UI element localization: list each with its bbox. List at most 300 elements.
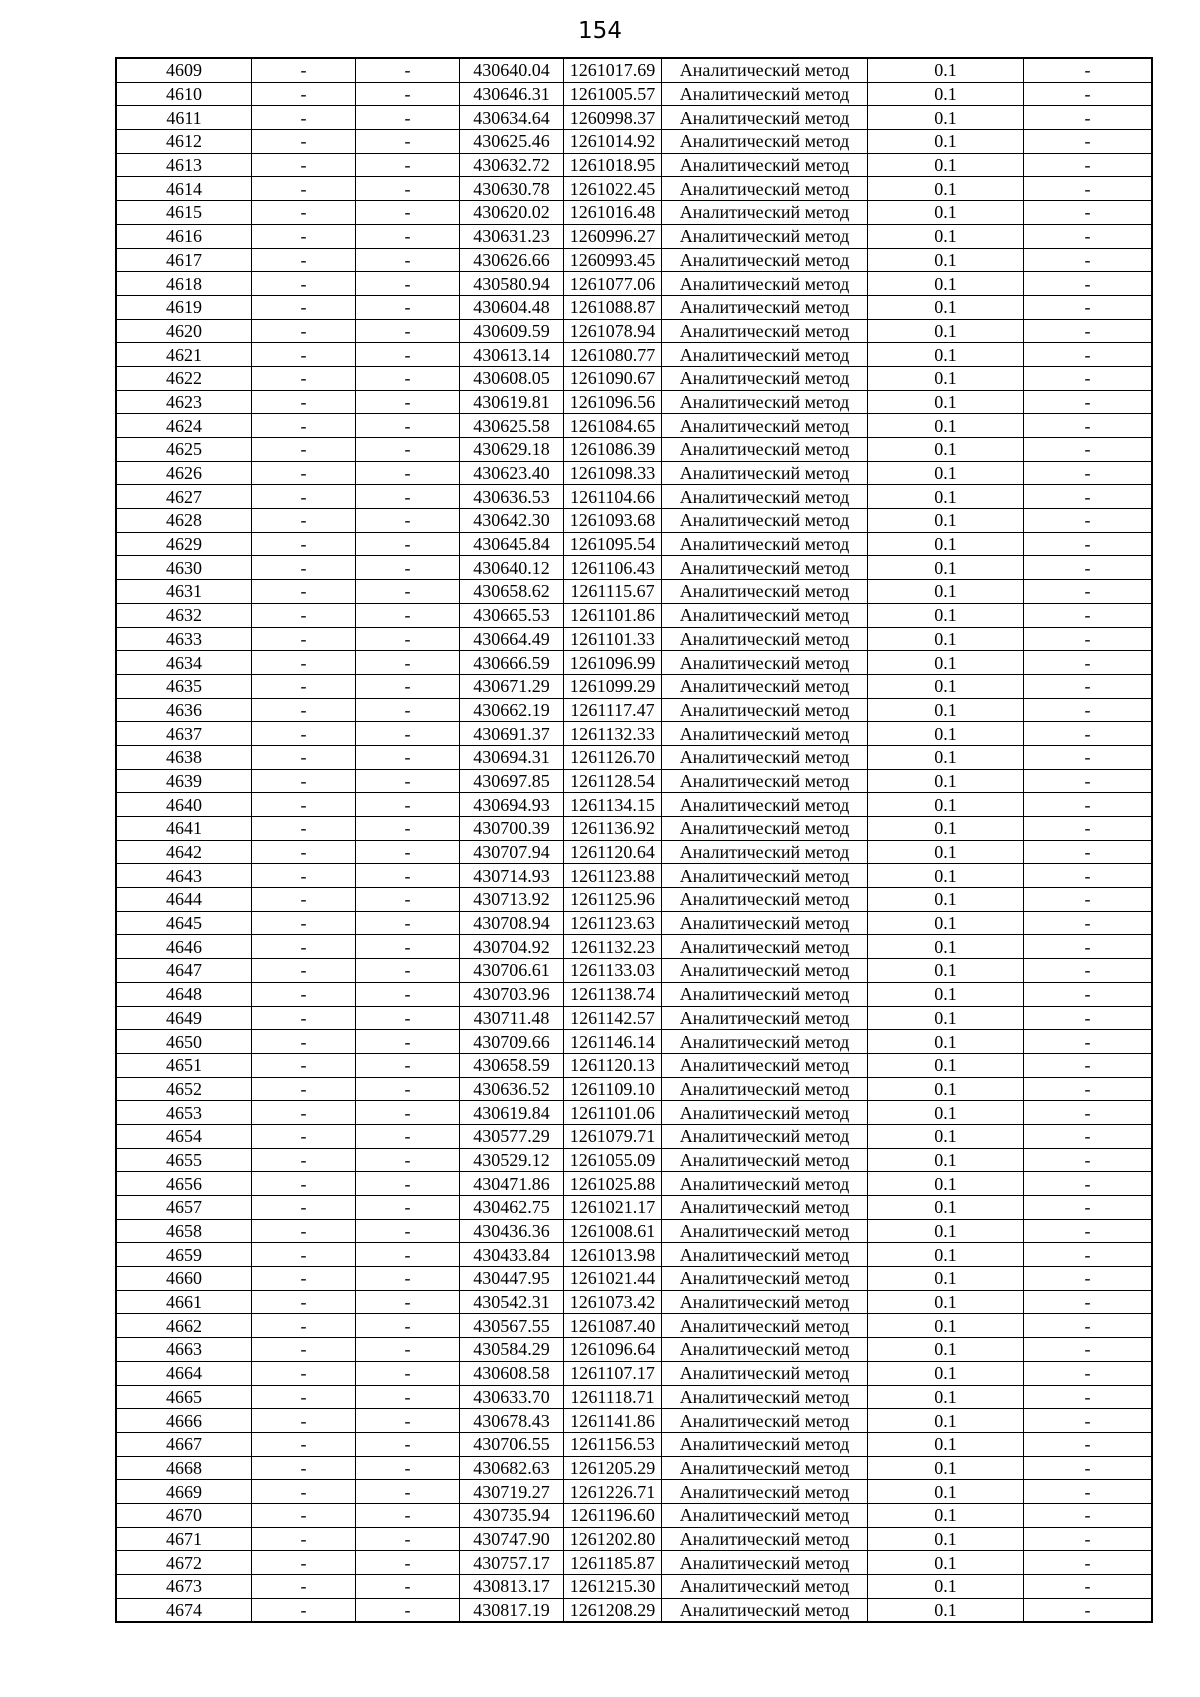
accuracy-cell: 0.1 xyxy=(868,1196,1024,1220)
table-row xyxy=(116,1361,1152,1385)
accuracy-cell: 0.1 xyxy=(868,58,1024,82)
point-number-cell: 4628 xyxy=(116,509,252,533)
y-coordinate-cell: 1261215.30 xyxy=(564,1575,662,1599)
x-coordinate-cell: 430632.72 xyxy=(460,153,564,177)
y-coordinate-cell: 1261055.09 xyxy=(564,1148,662,1172)
col-3-cell: - xyxy=(356,1385,460,1409)
y-coordinate-cell: 1261132.33 xyxy=(564,722,662,746)
y-coordinate-cell: 1261142.57 xyxy=(564,1006,662,1030)
x-coordinate-cell: 430747.90 xyxy=(460,1527,564,1551)
col-2-cell: - xyxy=(252,58,356,82)
y-coordinate-cell: 1261123.63 xyxy=(564,911,662,935)
method-cell: Аналитический метод xyxy=(662,58,868,82)
method-cell: Аналитический метод xyxy=(662,1053,868,1077)
col-8-cell: - xyxy=(1024,698,1153,722)
y-coordinate-cell: 1261008.61 xyxy=(564,1219,662,1243)
accuracy-cell: 0.1 xyxy=(868,793,1024,817)
table-row xyxy=(116,509,1152,533)
table-row xyxy=(116,1030,1152,1054)
y-coordinate-cell: 1261117.47 xyxy=(564,698,662,722)
accuracy-cell: 0.1 xyxy=(868,1172,1024,1196)
col-2-cell: - xyxy=(252,840,356,864)
method-cell: Аналитический метод xyxy=(662,461,868,485)
x-coordinate-cell: 430584.29 xyxy=(460,1338,564,1362)
col-3-cell: - xyxy=(356,959,460,983)
col-8-cell: - xyxy=(1024,1503,1153,1527)
accuracy-cell: 0.1 xyxy=(868,674,1024,698)
col-8-cell: - xyxy=(1024,1196,1153,1220)
method-cell: Аналитический метод xyxy=(662,556,868,580)
col-2-cell: - xyxy=(252,1124,356,1148)
y-coordinate-cell: 1261088.87 xyxy=(564,295,662,319)
point-number-cell: 4622 xyxy=(116,366,252,390)
col-3-cell: - xyxy=(356,1575,460,1599)
method-cell: Аналитический метод xyxy=(662,745,868,769)
x-coordinate-cell: 430682.63 xyxy=(460,1456,564,1480)
col-8-cell: - xyxy=(1024,295,1153,319)
x-coordinate-cell: 430706.61 xyxy=(460,959,564,983)
method-cell: Аналитический метод xyxy=(662,1409,868,1433)
accuracy-cell: 0.1 xyxy=(868,1598,1024,1622)
y-coordinate-cell: 1261087.40 xyxy=(564,1314,662,1338)
table-row xyxy=(116,319,1152,343)
col-3-cell: - xyxy=(356,603,460,627)
x-coordinate-cell: 430619.81 xyxy=(460,390,564,414)
point-number-cell: 4625 xyxy=(116,438,252,462)
point-number-cell: 4668 xyxy=(116,1456,252,1480)
method-cell: Аналитический метод xyxy=(662,1101,868,1125)
y-coordinate-cell: 1261196.60 xyxy=(564,1503,662,1527)
y-coordinate-cell: 1261133.03 xyxy=(564,959,662,983)
y-coordinate-cell: 1261141.86 xyxy=(564,1409,662,1433)
col-3-cell: - xyxy=(356,1314,460,1338)
col-2-cell: - xyxy=(252,698,356,722)
y-coordinate-cell: 1261128.54 xyxy=(564,769,662,793)
x-coordinate-cell: 430704.92 xyxy=(460,935,564,959)
col-3-cell: - xyxy=(356,201,460,225)
point-number-cell: 4633 xyxy=(116,627,252,651)
accuracy-cell: 0.1 xyxy=(868,343,1024,367)
point-number-cell: 4630 xyxy=(116,556,252,580)
method-cell: Аналитический метод xyxy=(662,580,868,604)
col-2-cell: - xyxy=(252,82,356,106)
point-number-cell: 4620 xyxy=(116,319,252,343)
y-coordinate-cell: 1261090.67 xyxy=(564,366,662,390)
col-3-cell: - xyxy=(356,1480,460,1504)
y-coordinate-cell: 1261126.70 xyxy=(564,745,662,769)
accuracy-cell: 0.1 xyxy=(868,722,1024,746)
accuracy-cell: 0.1 xyxy=(868,224,1024,248)
point-number-cell: 4674 xyxy=(116,1598,252,1622)
point-number-cell: 4610 xyxy=(116,82,252,106)
method-cell: Аналитический метод xyxy=(662,390,868,414)
accuracy-cell: 0.1 xyxy=(868,414,1024,438)
point-number-cell: 4648 xyxy=(116,982,252,1006)
y-coordinate-cell: 1261014.92 xyxy=(564,130,662,154)
point-number-cell: 4612 xyxy=(116,130,252,154)
col-2-cell: - xyxy=(252,1456,356,1480)
col-3-cell: - xyxy=(356,509,460,533)
table-row xyxy=(116,1006,1152,1030)
col-8-cell: - xyxy=(1024,580,1153,604)
table-row xyxy=(116,1480,1152,1504)
col-3-cell: - xyxy=(356,224,460,248)
col-3-cell: - xyxy=(356,1172,460,1196)
table-row xyxy=(116,698,1152,722)
col-2-cell: - xyxy=(252,864,356,888)
col-8-cell: - xyxy=(1024,769,1153,793)
point-number-cell: 4629 xyxy=(116,532,252,556)
col-2-cell: - xyxy=(252,248,356,272)
col-3-cell: - xyxy=(356,1527,460,1551)
point-number-cell: 4631 xyxy=(116,580,252,604)
y-coordinate-cell: 1261093.68 xyxy=(564,509,662,533)
x-coordinate-cell: 430658.62 xyxy=(460,580,564,604)
accuracy-cell: 0.1 xyxy=(868,153,1024,177)
point-number-cell: 4639 xyxy=(116,769,252,793)
table-row xyxy=(116,1124,1152,1148)
x-coordinate-cell: 430678.43 xyxy=(460,1409,564,1433)
accuracy-cell: 0.1 xyxy=(868,201,1024,225)
col-2-cell: - xyxy=(252,651,356,675)
accuracy-cell: 0.1 xyxy=(868,817,1024,841)
col-8-cell: - xyxy=(1024,1551,1153,1575)
point-number-cell: 4617 xyxy=(116,248,252,272)
method-cell: Аналитический метод xyxy=(662,959,868,983)
accuracy-cell: 0.1 xyxy=(868,911,1024,935)
point-number-cell: 4635 xyxy=(116,674,252,698)
table-row xyxy=(116,224,1152,248)
accuracy-cell: 0.1 xyxy=(868,390,1024,414)
x-coordinate-cell: 430447.95 xyxy=(460,1267,564,1291)
accuracy-cell: 0.1 xyxy=(868,1385,1024,1409)
col-8-cell: - xyxy=(1024,911,1153,935)
y-coordinate-cell: 1261096.64 xyxy=(564,1338,662,1362)
method-cell: Аналитический метод xyxy=(662,177,868,201)
accuracy-cell: 0.1 xyxy=(868,698,1024,722)
accuracy-cell: 0.1 xyxy=(868,651,1024,675)
col-3-cell: - xyxy=(356,1503,460,1527)
table-row xyxy=(116,1196,1152,1220)
y-coordinate-cell: 1261104.66 xyxy=(564,485,662,509)
y-coordinate-cell: 1261017.69 xyxy=(564,58,662,82)
y-coordinate-cell: 1261134.15 xyxy=(564,793,662,817)
point-number-cell: 4641 xyxy=(116,817,252,841)
method-cell: Аналитический метод xyxy=(662,1124,868,1148)
y-coordinate-cell: 1261005.57 xyxy=(564,82,662,106)
x-coordinate-cell: 430711.48 xyxy=(460,1006,564,1030)
col-3-cell: - xyxy=(356,248,460,272)
x-coordinate-cell: 430813.17 xyxy=(460,1575,564,1599)
accuracy-cell: 0.1 xyxy=(868,319,1024,343)
table-row xyxy=(116,603,1152,627)
table-body xyxy=(116,58,1152,1622)
col-3-cell: - xyxy=(356,532,460,556)
point-number-cell: 4642 xyxy=(116,840,252,864)
x-coordinate-cell: 430625.58 xyxy=(460,414,564,438)
y-coordinate-cell: 1261084.65 xyxy=(564,414,662,438)
table-row xyxy=(116,911,1152,935)
table-row xyxy=(116,1575,1152,1599)
x-coordinate-cell: 430662.19 xyxy=(460,698,564,722)
point-number-cell: 4671 xyxy=(116,1527,252,1551)
col-8-cell: - xyxy=(1024,674,1153,698)
table-row xyxy=(116,769,1152,793)
col-3-cell: - xyxy=(356,1290,460,1314)
col-3-cell: - xyxy=(356,1053,460,1077)
col-8-cell: - xyxy=(1024,106,1153,130)
col-2-cell: - xyxy=(252,1219,356,1243)
table-row xyxy=(116,201,1152,225)
table-row xyxy=(116,82,1152,106)
y-coordinate-cell: 1261123.88 xyxy=(564,864,662,888)
col-2-cell: - xyxy=(252,1101,356,1125)
col-8-cell: - xyxy=(1024,651,1153,675)
point-number-cell: 4643 xyxy=(116,864,252,888)
col-3-cell: - xyxy=(356,58,460,82)
accuracy-cell: 0.1 xyxy=(868,1148,1024,1172)
y-coordinate-cell: 1261107.17 xyxy=(564,1361,662,1385)
table-row xyxy=(116,1338,1152,1362)
x-coordinate-cell: 430757.17 xyxy=(460,1551,564,1575)
accuracy-cell: 0.1 xyxy=(868,1077,1024,1101)
method-cell: Аналитический метод xyxy=(662,982,868,1006)
page-number: 154 xyxy=(578,18,622,44)
table-row xyxy=(116,935,1152,959)
point-number-cell: 4645 xyxy=(116,911,252,935)
col-8-cell: - xyxy=(1024,1432,1153,1456)
x-coordinate-cell: 430609.59 xyxy=(460,319,564,343)
x-coordinate-cell: 430631.23 xyxy=(460,224,564,248)
point-number-cell: 4664 xyxy=(116,1361,252,1385)
col-3-cell: - xyxy=(356,935,460,959)
col-8-cell: - xyxy=(1024,414,1153,438)
y-coordinate-cell: 1261016.48 xyxy=(564,201,662,225)
method-cell: Аналитический метод xyxy=(662,106,868,130)
point-number-cell: 4650 xyxy=(116,1030,252,1054)
col-8-cell: - xyxy=(1024,603,1153,627)
col-8-cell: - xyxy=(1024,959,1153,983)
method-cell: Аналитический метод xyxy=(662,864,868,888)
table-row xyxy=(116,864,1152,888)
x-coordinate-cell: 430709.66 xyxy=(460,1030,564,1054)
accuracy-cell: 0.1 xyxy=(868,603,1024,627)
table-row xyxy=(116,390,1152,414)
accuracy-cell: 0.1 xyxy=(868,1551,1024,1575)
col-8-cell: - xyxy=(1024,1480,1153,1504)
table-row xyxy=(116,1385,1152,1409)
x-coordinate-cell: 430619.84 xyxy=(460,1101,564,1125)
col-2-cell: - xyxy=(252,438,356,462)
y-coordinate-cell: 1261132.23 xyxy=(564,935,662,959)
y-coordinate-cell: 1261115.67 xyxy=(564,580,662,604)
table-row xyxy=(116,272,1152,296)
x-coordinate-cell: 430671.29 xyxy=(460,674,564,698)
accuracy-cell: 0.1 xyxy=(868,1314,1024,1338)
x-coordinate-cell: 430713.92 xyxy=(460,888,564,912)
table-row xyxy=(116,1077,1152,1101)
point-number-cell: 4644 xyxy=(116,888,252,912)
col-2-cell: - xyxy=(252,201,356,225)
y-coordinate-cell: 1261205.29 xyxy=(564,1456,662,1480)
table-row xyxy=(116,1551,1152,1575)
col-2-cell: - xyxy=(252,106,356,130)
col-8-cell: - xyxy=(1024,627,1153,651)
table-row xyxy=(116,1219,1152,1243)
table-row xyxy=(116,1598,1152,1622)
y-coordinate-cell: 1261202.80 xyxy=(564,1527,662,1551)
y-coordinate-cell: 1261106.43 xyxy=(564,556,662,580)
col-8-cell: - xyxy=(1024,130,1153,154)
accuracy-cell: 0.1 xyxy=(868,1267,1024,1291)
point-number-cell: 4621 xyxy=(116,343,252,367)
method-cell: Аналитический метод xyxy=(662,414,868,438)
table-row xyxy=(116,461,1152,485)
col-2-cell: - xyxy=(252,817,356,841)
method-cell: Аналитический метод xyxy=(662,295,868,319)
x-coordinate-cell: 430462.75 xyxy=(460,1196,564,1220)
table-row xyxy=(116,532,1152,556)
accuracy-cell: 0.1 xyxy=(868,248,1024,272)
col-8-cell: - xyxy=(1024,745,1153,769)
col-2-cell: - xyxy=(252,1480,356,1504)
method-cell: Аналитический метод xyxy=(662,698,868,722)
col-3-cell: - xyxy=(356,722,460,746)
y-coordinate-cell: 1261021.17 xyxy=(564,1196,662,1220)
col-3-cell: - xyxy=(356,982,460,1006)
method-cell: Аналитический метод xyxy=(662,82,868,106)
method-cell: Аналитический метод xyxy=(662,674,868,698)
col-3-cell: - xyxy=(356,580,460,604)
col-3-cell: - xyxy=(356,1124,460,1148)
col-2-cell: - xyxy=(252,1053,356,1077)
col-2-cell: - xyxy=(252,1172,356,1196)
col-8-cell: - xyxy=(1024,1314,1153,1338)
method-cell: Аналитический метод xyxy=(662,722,868,746)
method-cell: Аналитический метод xyxy=(662,130,868,154)
col-2-cell: - xyxy=(252,130,356,154)
col-8-cell: - xyxy=(1024,1456,1153,1480)
x-coordinate-cell: 430694.31 xyxy=(460,745,564,769)
table-row xyxy=(116,1527,1152,1551)
table-row xyxy=(116,793,1152,817)
point-number-cell: 4658 xyxy=(116,1219,252,1243)
method-cell: Аналитический метод xyxy=(662,769,868,793)
col-8-cell: - xyxy=(1024,1243,1153,1267)
table-row xyxy=(116,1148,1152,1172)
method-cell: Аналитический метод xyxy=(662,1196,868,1220)
col-3-cell: - xyxy=(356,1030,460,1054)
col-8-cell: - xyxy=(1024,177,1153,201)
point-number-cell: 4623 xyxy=(116,390,252,414)
method-cell: Аналитический метод xyxy=(662,1361,868,1385)
col-3-cell: - xyxy=(356,390,460,414)
table-row xyxy=(116,888,1152,912)
col-8-cell: - xyxy=(1024,817,1153,841)
x-coordinate-cell: 430646.31 xyxy=(460,82,564,106)
point-number-cell: 4649 xyxy=(116,1006,252,1030)
col-8-cell: - xyxy=(1024,58,1153,82)
method-cell: Аналитический метод xyxy=(662,911,868,935)
col-8-cell: - xyxy=(1024,1219,1153,1243)
col-3-cell: - xyxy=(356,414,460,438)
table-row xyxy=(116,438,1152,462)
method-cell: Аналитический метод xyxy=(662,1575,868,1599)
point-number-cell: 4670 xyxy=(116,1503,252,1527)
col-2-cell: - xyxy=(252,1030,356,1054)
table-row xyxy=(116,343,1152,367)
x-coordinate-cell: 430471.86 xyxy=(460,1172,564,1196)
col-3-cell: - xyxy=(356,485,460,509)
col-2-cell: - xyxy=(252,1267,356,1291)
method-cell: Аналитический метод xyxy=(662,1030,868,1054)
table-row xyxy=(116,651,1152,675)
accuracy-cell: 0.1 xyxy=(868,959,1024,983)
col-8-cell: - xyxy=(1024,1267,1153,1291)
col-3-cell: - xyxy=(356,295,460,319)
method-cell: Аналитический метод xyxy=(662,1148,868,1172)
method-cell: Аналитический метод xyxy=(662,248,868,272)
table-row xyxy=(116,722,1152,746)
col-3-cell: - xyxy=(356,1338,460,1362)
col-3-cell: - xyxy=(356,1243,460,1267)
table-row xyxy=(116,1053,1152,1077)
col-2-cell: - xyxy=(252,272,356,296)
y-coordinate-cell: 1260996.27 xyxy=(564,224,662,248)
col-2-cell: - xyxy=(252,935,356,959)
y-coordinate-cell: 1261156.53 xyxy=(564,1432,662,1456)
accuracy-cell: 0.1 xyxy=(868,1480,1024,1504)
point-number-cell: 4659 xyxy=(116,1243,252,1267)
y-coordinate-cell: 1261101.33 xyxy=(564,627,662,651)
col-2-cell: - xyxy=(252,580,356,604)
col-3-cell: - xyxy=(356,817,460,841)
col-3-cell: - xyxy=(356,1196,460,1220)
method-cell: Аналитический метод xyxy=(662,1338,868,1362)
point-number-cell: 4665 xyxy=(116,1385,252,1409)
x-coordinate-cell: 430626.66 xyxy=(460,248,564,272)
table-row xyxy=(116,817,1152,841)
accuracy-cell: 0.1 xyxy=(868,532,1024,556)
col-8-cell: - xyxy=(1024,1385,1153,1409)
y-coordinate-cell: 1261101.86 xyxy=(564,603,662,627)
col-2-cell: - xyxy=(252,1006,356,1030)
x-coordinate-cell: 430613.14 xyxy=(460,343,564,367)
point-number-cell: 4634 xyxy=(116,651,252,675)
method-cell: Аналитический метод xyxy=(662,603,868,627)
accuracy-cell: 0.1 xyxy=(868,130,1024,154)
col-8-cell: - xyxy=(1024,509,1153,533)
col-3-cell: - xyxy=(356,82,460,106)
col-3-cell: - xyxy=(356,1456,460,1480)
y-coordinate-cell: 1261079.71 xyxy=(564,1124,662,1148)
x-coordinate-cell: 430694.93 xyxy=(460,793,564,817)
table-row xyxy=(116,745,1152,769)
x-coordinate-cell: 430436.36 xyxy=(460,1219,564,1243)
x-coordinate-cell: 430608.58 xyxy=(460,1361,564,1385)
point-number-cell: 4652 xyxy=(116,1077,252,1101)
method-cell: Аналитический метод xyxy=(662,1077,868,1101)
method-cell: Аналитический метод xyxy=(662,1551,868,1575)
col-8-cell: - xyxy=(1024,1527,1153,1551)
col-3-cell: - xyxy=(356,319,460,343)
accuracy-cell: 0.1 xyxy=(868,580,1024,604)
point-number-cell: 4614 xyxy=(116,177,252,201)
col-2-cell: - xyxy=(252,769,356,793)
x-coordinate-cell: 430642.30 xyxy=(460,509,564,533)
method-cell: Аналитический метод xyxy=(662,1267,868,1291)
col-3-cell: - xyxy=(356,130,460,154)
